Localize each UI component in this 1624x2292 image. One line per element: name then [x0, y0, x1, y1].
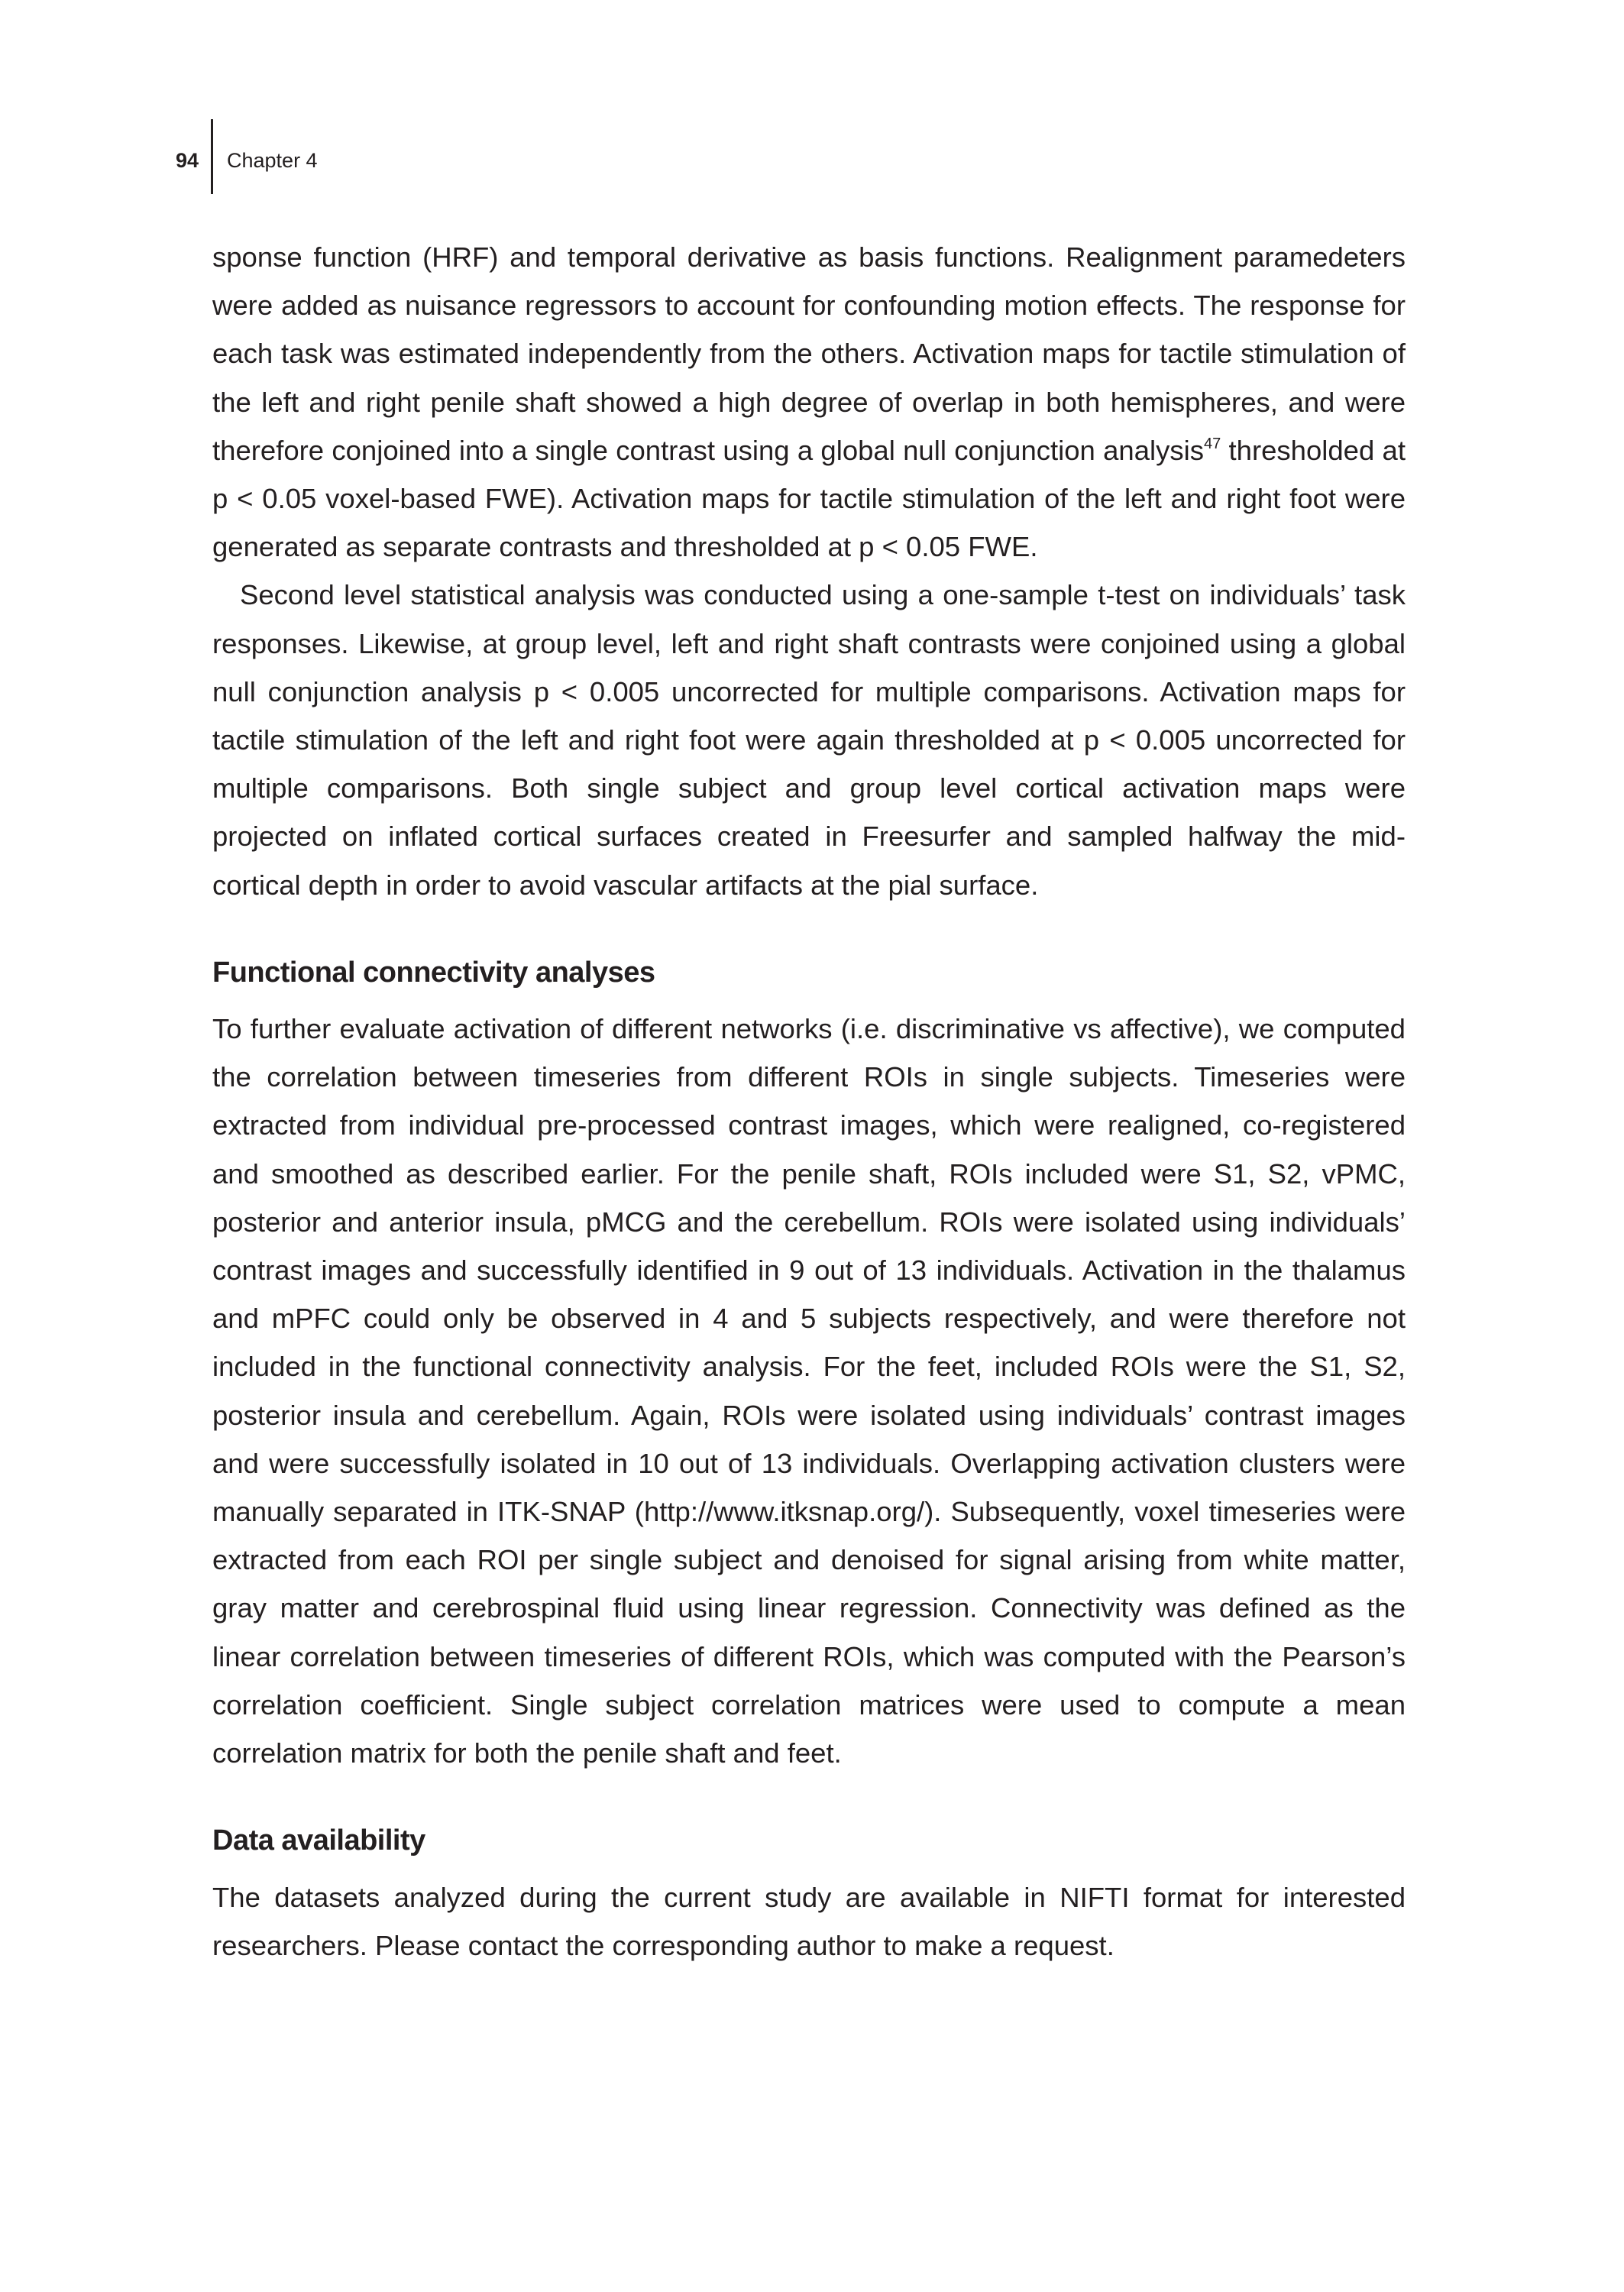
body-paragraph-1 [212, 233, 1406, 571]
data-availability-paragraph: The datasets analyzed during the current study are available in NIFTI format for interested researchers. Please contact the corresponding author to make a request. [212, 1881, 1406, 1961]
paragraph-1-text-b: thresholded at p < 0.05 voxel-based FWE). Activation maps for tactile stimulation of the left and right foot were generated as separate contrasts and thresholded at p < 0.05 FWE. [212, 434, 1406, 563]
body-paragraph-2: Second level statistical analysis was conducted using a one-sample t-test on individuals’ task responses. Likewise, at group level, left and right shaft contrasts were conjoined using a global null conjunction analysis p < 0.005 uncorrected for multiple comparisons. Activation maps for tactile stimulation of the left and right foot were again thresholded at p < 0.005 uncorrected for multiple comparisons. Both single subject and group level cortical activation maps were projected on inflated cortical surfaces created in Freesurfer and sampled halfway the mid-cortical depth in order to avoid vascular artifacts at the pial surface. [212, 579, 1406, 901]
section-spacer [212, 909, 1406, 949]
paragraph-1-text-a: sponse function (HRF) and temporal derivative as basis functions. Realignment paramedeters were added as nuisance regressors to account for confounding motion effects. The response for each task was estimated independently from the others. Activation maps for tactile stimulation of the left and right penile shaft showed a high degree of overlap in both hemispheres, and were therefore conjoined into a single contrast using a global null conjunction analysis [212, 241, 1406, 466]
heading-spacer [212, 997, 1406, 1005]
page-body [212, 233, 1406, 1970]
page-number: 94 [175, 149, 199, 172]
section-heading-data-availability: Data availability [212, 1824, 425, 1857]
functional-connectivity-paragraph: To further evaluate activation of different networks (i.e. discriminative vs affective), we computed the correlation between timeseries from different ROIs in single subjects. Timeseries were extracted from individual pre-processed contrast images, which were realigned, co-registered and smoothed as described earlier. For the penile shaft, ROIs included were S1, S2, vPMC, posterior and anterior insula, pMCG and the cerebellum. ROIs were isolated using individuals’ contrast images and successfully identified in 9 out of 13 individuals. Activation in the thalamus and mPFC could only be observed in 4 and 5 subjects respectively, and were therefore not included in the functional connectivity analysis. For the feet, included ROIs were the S1, S2, posterior insula and cerebellum. Again, ROIs were isolated using individuals’ contrast images and were successfully isolated in 10 out of 13 individuals. Overlapping activation clusters were manually separated in ITK-SNAP (http://www.itksnap.org/). Subsequently, voxel timeseries were extracted from each ROI per single subject and denoised for signal arising from white matter, gray matter and cerebrospinal fluid using linear regression. Connectivity was defined as the linear correlation between timeseries of different ROIs, which was computed with the Pearson’s correlation coefficient. Single subject correlation matrices were used to compute a mean correlation matrix for both the penile shaft and feet. [212, 1013, 1406, 1769]
citation-ref-47: 47 [1204, 435, 1221, 452]
section-spacer [212, 1777, 1406, 1817]
chapter-label: Chapter 4 [227, 149, 318, 172]
header-divider [211, 119, 213, 194]
section-heading-functional-connectivity: Functional connectivity analyses [212, 956, 655, 989]
running-head [0, 138, 1624, 191]
heading-spacer [212, 1866, 1406, 1873]
